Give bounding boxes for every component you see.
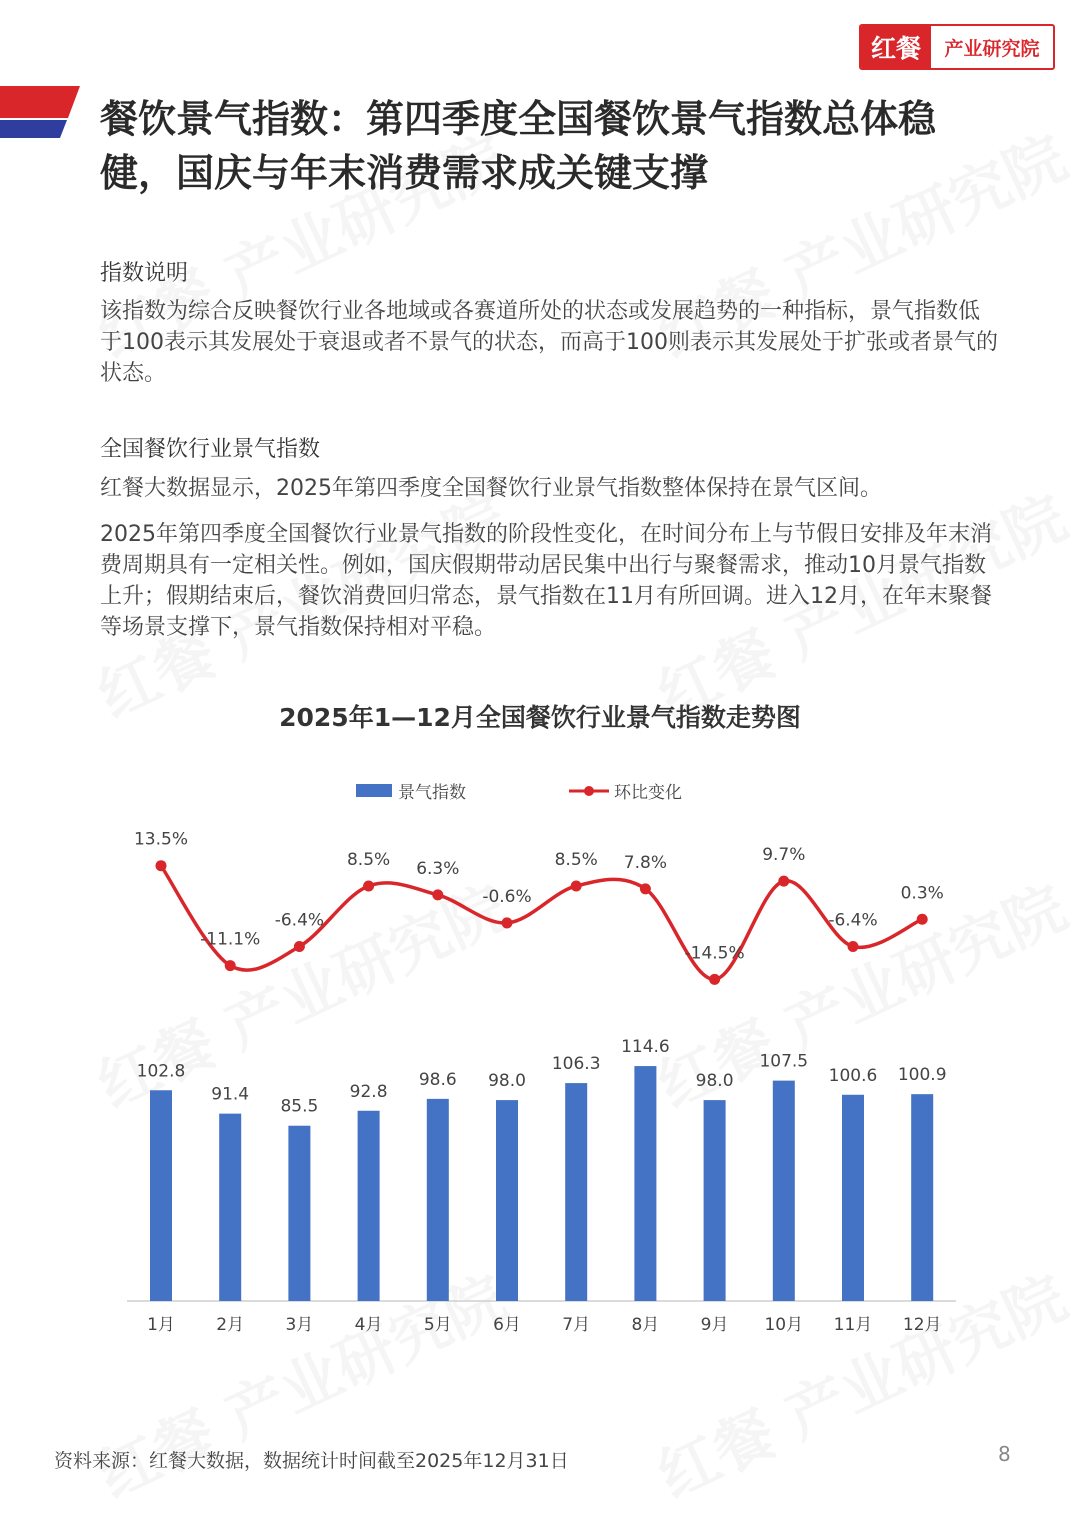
- section-body-analysis: 2025年第四季度全国餐饮行业景气指数的阶段性变化，在时间分布上与节假日安排及年末消费周期具有一定相关性。例如，国庆假期带动居民集中出行与聚餐需求，推动10月景气指数上升；假期结束后，餐饮消费回归常态，景气指数在11月有所回调。进入12月，在年末聚餐等场景支撑下，景气指数保持相对平稳。: [100, 522, 992, 640]
- bar: [704, 1100, 726, 1301]
- page-number: 8: [998, 1442, 1011, 1466]
- bar: [427, 1099, 449, 1301]
- bar-data-label: 91.4: [211, 1084, 250, 1105]
- line-data-label: 7.8%: [623, 852, 668, 873]
- legend-swatch-line: [568, 784, 610, 798]
- bar-data-label: 100.6: [828, 1065, 878, 1086]
- line-point: [156, 860, 167, 871]
- bar-data-label: 100.9: [897, 1065, 947, 1086]
- line-data-label: -6.4%: [828, 910, 878, 931]
- bar-data-label: 85.5: [280, 1096, 319, 1117]
- line-data-label: 6.3%: [416, 858, 460, 879]
- x-tick-label: 3月: [285, 1315, 314, 1335]
- line-data-label: 9.7%: [762, 845, 806, 866]
- x-tick-label: 2月: [216, 1315, 245, 1335]
- line-point: [778, 876, 789, 887]
- x-tick-label: 4月: [354, 1315, 383, 1335]
- line-data-label: 8.5%: [346, 849, 391, 870]
- bar-data-label: 98.0: [488, 1071, 526, 1092]
- line-point: [432, 889, 443, 900]
- line-point: [571, 880, 582, 891]
- line-data-label: 8.5%: [554, 849, 598, 870]
- line-point: [640, 883, 651, 894]
- x-tick-label: 7月: [562, 1315, 591, 1335]
- line-point: [225, 960, 236, 971]
- bar-data-label: 98.0: [695, 1071, 734, 1092]
- x-tick-label: 5月: [423, 1315, 452, 1335]
- line-point: [502, 917, 513, 928]
- x-tick-label: 1月: [147, 1315, 175, 1335]
- line-data-label: -6.4%: [274, 910, 325, 931]
- x-tick-label: 12月: [902, 1315, 942, 1335]
- section-body-summary: 红餐大数据显示，2025年第四季度全国餐饮行业景气指数整体保持在景气区间。: [100, 476, 882, 501]
- x-tick-label: 11月: [833, 1315, 873, 1335]
- line-point: [917, 914, 928, 925]
- line-point: [363, 880, 374, 891]
- logo-mark: 红餐: [861, 26, 931, 68]
- bar-data-label: 107.5: [759, 1051, 809, 1072]
- bar: [773, 1081, 795, 1301]
- bar-data-label: 114.6: [621, 1037, 670, 1058]
- line-data-label: -11.1%: [200, 929, 261, 950]
- combo-chart: [0, 800, 1080, 1350]
- line-point: [294, 941, 305, 952]
- page-title: 餐饮景气指数：第四季度全国餐饮景气指数总体稳健，国庆与年末消费需求成关键支撑: [100, 97, 937, 195]
- line-data-label: -0.6%: [482, 886, 532, 907]
- bar: [150, 1090, 172, 1301]
- line-data-label: -14.5%: [684, 943, 745, 964]
- line-point: [709, 974, 720, 985]
- bar: [496, 1100, 518, 1301]
- legend-label-bar: 景气指数: [398, 783, 466, 803]
- bar: [634, 1066, 656, 1301]
- chart-title: 2025年1—12月全国餐饮行业景气指数走势图: [279, 703, 801, 732]
- line-data-label: 13.5%: [133, 829, 189, 850]
- x-tick-label: 6月: [493, 1315, 521, 1335]
- section-body-index-description: 该指数为综合反映餐饮行业各地域或各赛道所处的状态或发展趋势的一种指标，景气指数低于100表示其发展处于衰退或者不景气的状态，而高于100则表示其发展处于扩张或者景气的状态。: [100, 299, 998, 386]
- title-accent-shape: [0, 86, 80, 138]
- bar: [288, 1126, 310, 1301]
- bar-data-label: 106.3: [551, 1054, 601, 1075]
- legend-label-line: 环比变化: [614, 783, 682, 803]
- section-heading-index-description: 指数说明: [100, 261, 189, 286]
- line-point: [848, 941, 859, 952]
- brand-logo: [859, 24, 1055, 70]
- bar: [842, 1095, 864, 1301]
- bar: [358, 1111, 380, 1301]
- bar-data-label: 102.8: [136, 1061, 186, 1082]
- logo-text: 产业研究院: [944, 37, 1040, 60]
- section-heading-national-index: 全国餐饮行业景气指数: [100, 437, 321, 462]
- bar: [219, 1114, 241, 1301]
- x-tick-label: 8月: [631, 1315, 660, 1335]
- x-tick-label: 9月: [700, 1315, 729, 1335]
- bar: [911, 1094, 933, 1301]
- legend-swatch-bar: [356, 784, 392, 797]
- x-tick-label: 10月: [764, 1315, 804, 1335]
- bar: [565, 1083, 587, 1301]
- bar-data-label: 98.6: [418, 1069, 457, 1090]
- bar-data-label: 92.8: [349, 1081, 388, 1102]
- source-note: 资料来源：红餐大数据，数据统计时间截至2025年12月31日: [54, 1450, 569, 1472]
- line-data-label: 0.3%: [900, 883, 944, 904]
